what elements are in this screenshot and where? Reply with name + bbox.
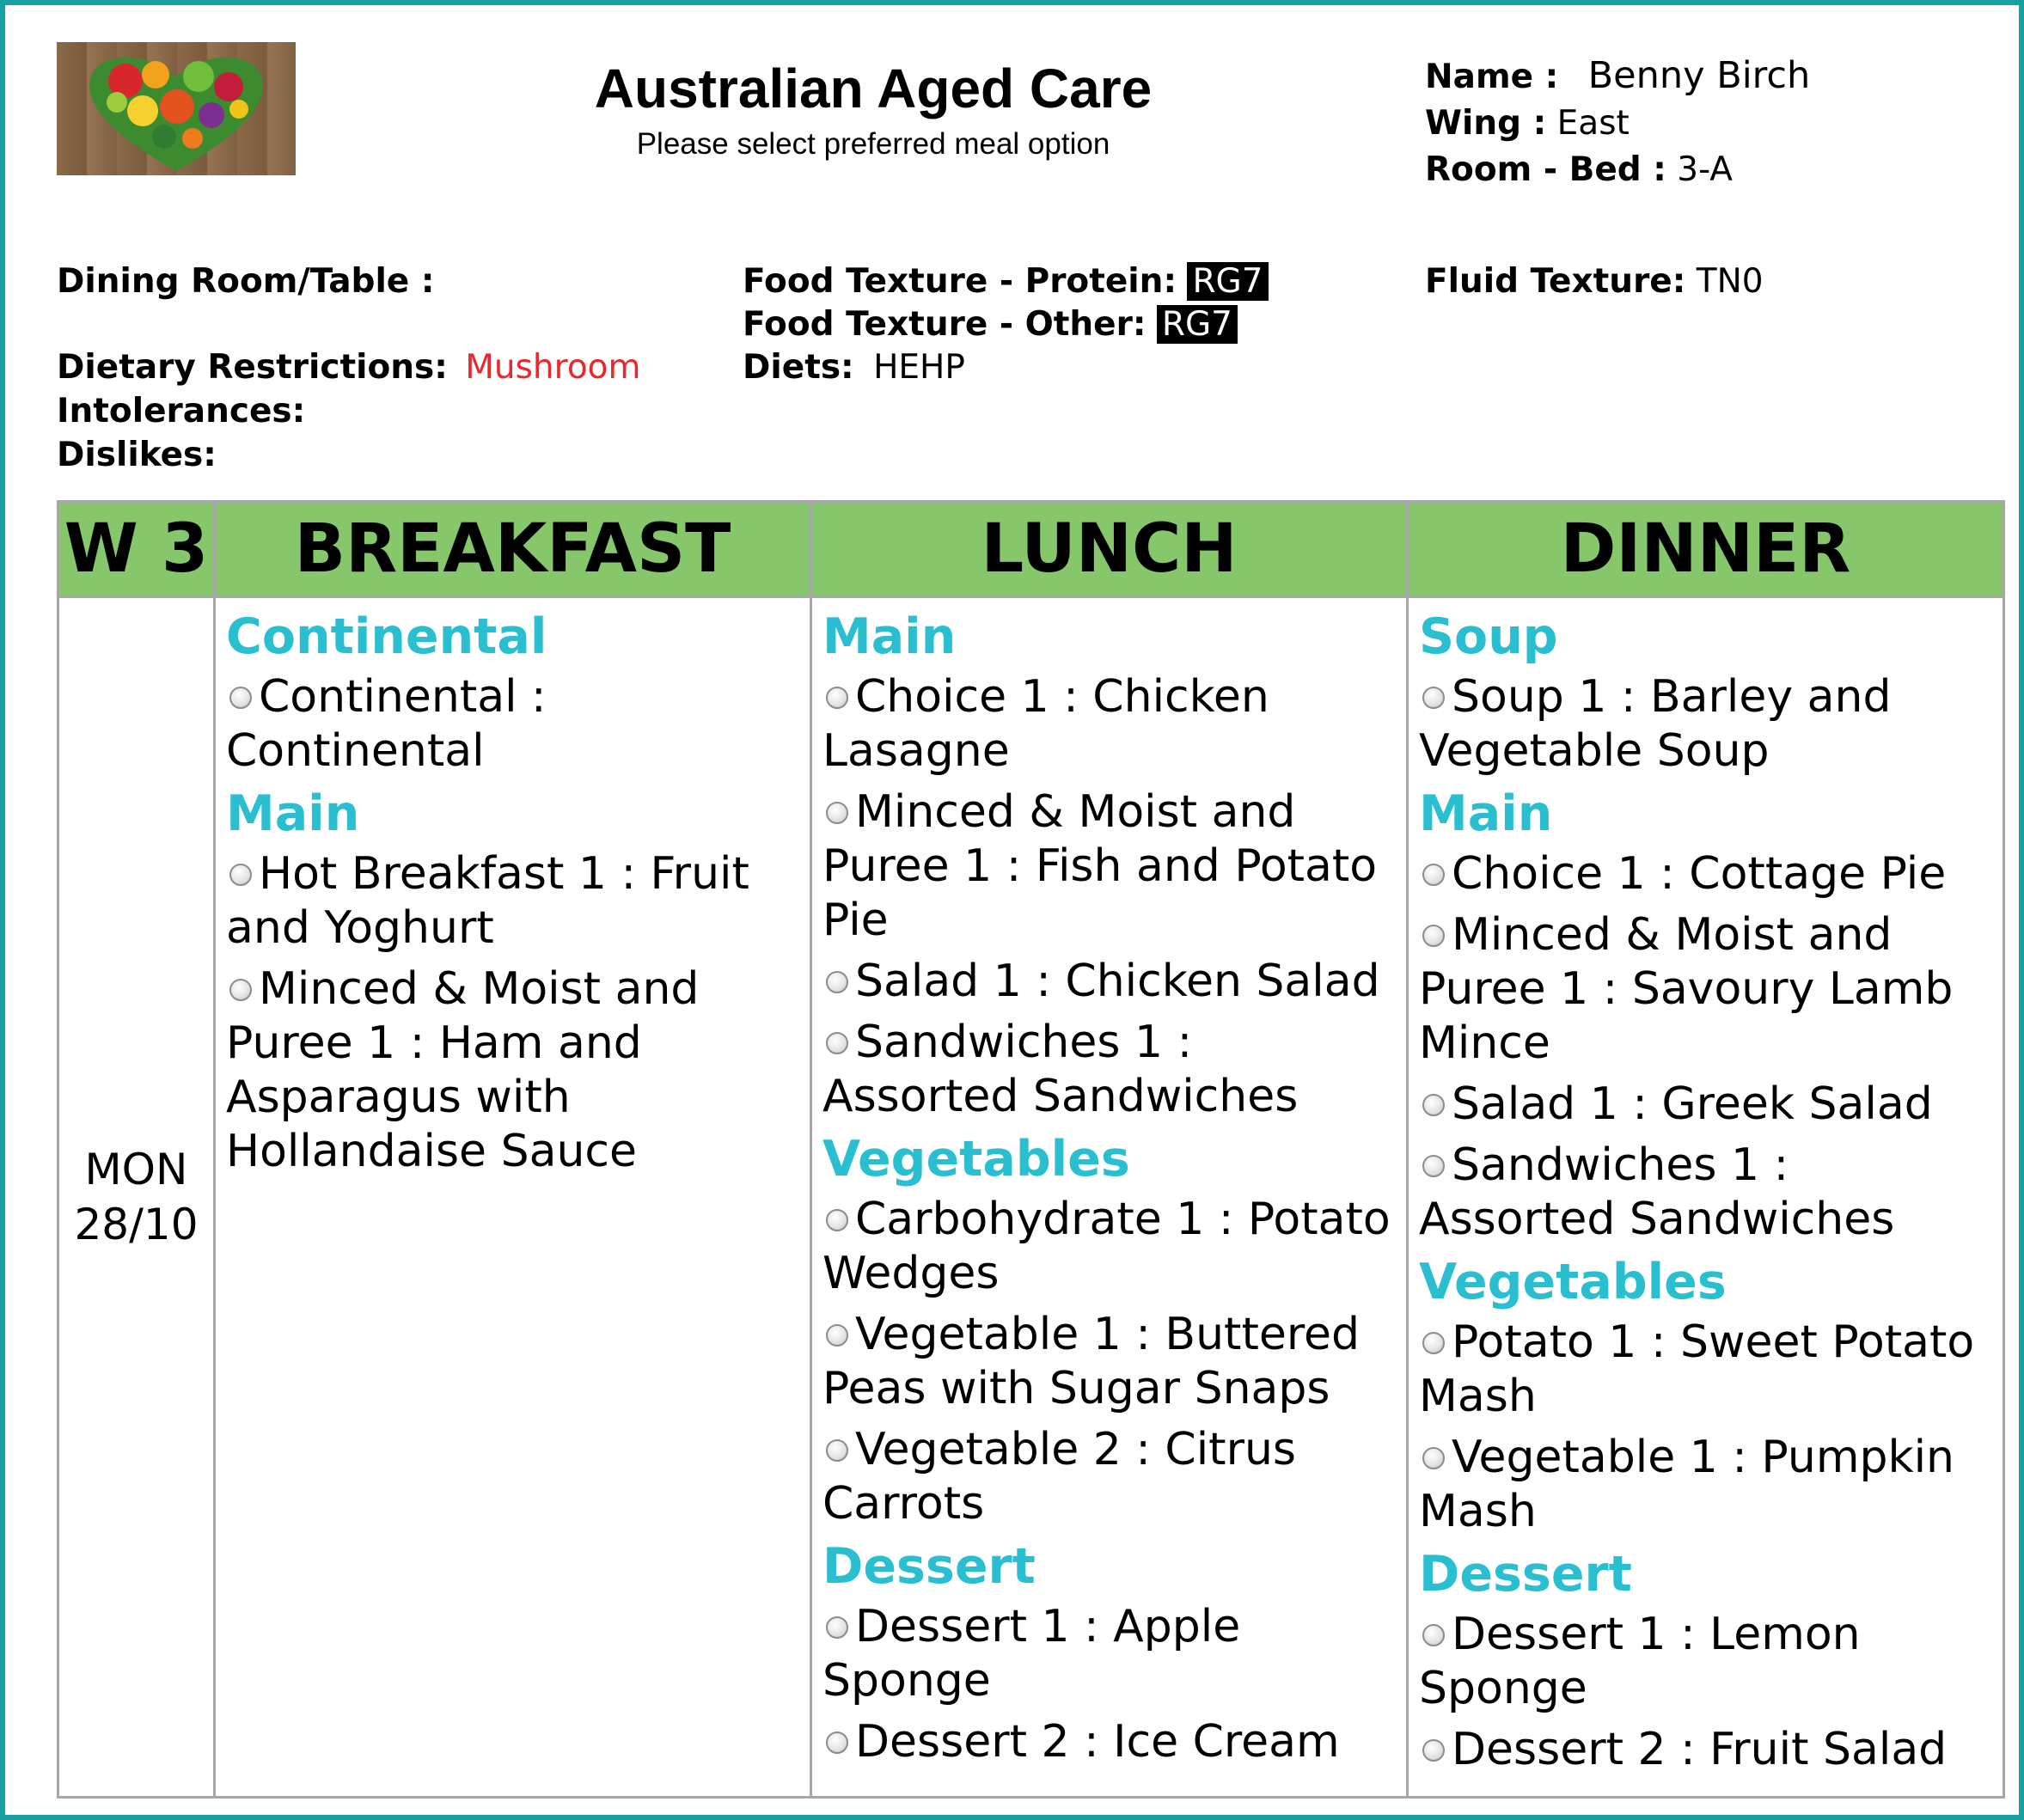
meal-header-row bbox=[58, 502, 2004, 597]
radio-button-icon[interactable] bbox=[1422, 1624, 1445, 1646]
fluid-texture-value: TN0 bbox=[1696, 262, 1764, 301]
other-texture-row bbox=[743, 302, 1238, 347]
breakfast-meal-option[interactable] bbox=[226, 847, 801, 956]
meal-option-label: Carbohydrate 1 : Potato Wedges bbox=[822, 1194, 1391, 1299]
radio-button-icon[interactable] bbox=[826, 1616, 848, 1639]
meal-option-label: Vegetable 1 : Pumpkin Mash bbox=[1419, 1432, 1954, 1537]
dinner-meal-option[interactable] bbox=[1419, 1431, 1994, 1539]
meal-option-label: Dessert 2 : Ice Cream bbox=[855, 1716, 1340, 1768]
radio-button-icon[interactable] bbox=[1422, 1094, 1445, 1116]
room-label: Room - Bed : bbox=[1425, 150, 1666, 189]
dinner-meal-option[interactable] bbox=[1419, 1723, 1994, 1777]
other-texture-label: Food Texture - Other: bbox=[743, 305, 1147, 344]
wing-label: Wing : bbox=[1425, 104, 1547, 143]
radio-button-icon[interactable] bbox=[229, 687, 252, 709]
dining-label: Dining Room/Table : bbox=[57, 262, 435, 301]
meal-option-label: Dessert 2 : Fruit Salad bbox=[1452, 1724, 1948, 1775]
radio-button-icon[interactable] bbox=[826, 971, 848, 993]
lunch-header: LUNCH bbox=[811, 502, 1408, 597]
breakfast-options bbox=[226, 608, 801, 1179]
lunch-category-heading: Dessert bbox=[822, 1538, 1036, 1595]
radio-button-icon[interactable] bbox=[1422, 1155, 1445, 1177]
breakfast-meal-option[interactable] bbox=[226, 670, 801, 779]
dinner-category-heading: Soup bbox=[1419, 608, 1558, 665]
restrictions-row bbox=[57, 345, 641, 390]
dinner-category-heading: Main bbox=[1419, 785, 1553, 842]
radio-button-icon[interactable] bbox=[826, 1209, 848, 1231]
meal-option-label: Salad 1 : Greek Salad bbox=[1452, 1078, 1933, 1130]
breakfast-column bbox=[215, 597, 811, 1798]
radio-button-icon[interactable] bbox=[1422, 925, 1445, 947]
lunch-meal-option[interactable] bbox=[822, 1193, 1397, 1301]
day-cell bbox=[58, 597, 215, 1798]
radio-button-icon[interactable] bbox=[229, 979, 252, 1001]
lunch-meal-option[interactable] bbox=[822, 1016, 1397, 1124]
radio-button-icon[interactable] bbox=[826, 687, 848, 709]
dinner-header: DINNER bbox=[1408, 502, 2004, 597]
radio-button-icon[interactable] bbox=[826, 1731, 848, 1754]
dinner-meal-option[interactable] bbox=[1419, 1078, 1994, 1132]
dinner-meal-option[interactable] bbox=[1419, 908, 1994, 1071]
radio-button-icon[interactable] bbox=[1422, 864, 1445, 886]
radio-button-icon[interactable] bbox=[826, 1032, 848, 1054]
radio-button-icon[interactable] bbox=[1422, 1739, 1445, 1762]
other-texture-value: RG7 bbox=[1157, 305, 1238, 344]
dining-row bbox=[57, 260, 434, 304]
meal-option-label: Potato 1 : Sweet Potato Mash bbox=[1419, 1316, 1975, 1422]
radio-button-icon[interactable] bbox=[826, 1324, 848, 1347]
day-name: MON bbox=[84, 1145, 188, 1194]
lunch-meal-option[interactable] bbox=[822, 955, 1397, 1009]
intolerances-label: Intolerances: bbox=[57, 392, 306, 431]
resident-room-row bbox=[1425, 148, 1733, 192]
lunch-meal-option[interactable] bbox=[822, 1308, 1397, 1416]
meal-menu-table bbox=[57, 500, 2005, 1799]
fluid-texture-label: Fluid Texture: bbox=[1425, 262, 1686, 301]
vegetable-heart-logo-icon bbox=[57, 42, 296, 175]
resident-room: 3-A bbox=[1677, 150, 1733, 189]
resident-name: Benny Birch bbox=[1587, 54, 1811, 97]
radio-button-icon[interactable] bbox=[1422, 687, 1445, 709]
radio-button-icon[interactable] bbox=[1422, 1332, 1445, 1354]
radio-button-icon[interactable] bbox=[1422, 1447, 1445, 1469]
meal-option-label: Hot Breakfast 1 : Fruit and Yoghurt bbox=[226, 848, 749, 954]
lunch-options bbox=[822, 608, 1397, 1769]
dinner-meal-option[interactable] bbox=[1419, 1316, 1994, 1424]
intolerances-row bbox=[57, 389, 305, 434]
page-title: Australian Aged Care bbox=[594, 58, 1153, 119]
meal-option-label: Continental : Continental bbox=[226, 671, 547, 777]
dinner-category-heading: Dessert bbox=[1419, 1546, 1632, 1603]
diets-label: Diets: bbox=[743, 348, 854, 387]
lunch-meal-option[interactable] bbox=[822, 1423, 1397, 1531]
lunch-category-heading: Vegetables bbox=[822, 1131, 1130, 1188]
meal-option-label: Choice 1 : Chicken Lasagne bbox=[822, 671, 1269, 777]
resident-wing: East bbox=[1556, 104, 1630, 143]
lunch-column bbox=[811, 597, 1408, 1798]
resident-name-row bbox=[1425, 53, 1810, 100]
day-date: 28/10 bbox=[74, 1200, 199, 1249]
name-label: Name : bbox=[1425, 58, 1559, 96]
meal-option-label: Dessert 1 : Apple Sponge bbox=[822, 1601, 1241, 1707]
protein-texture-label: Food Texture - Protein: bbox=[743, 262, 1177, 301]
day-row bbox=[58, 597, 2004, 1798]
meal-option-label: Vegetable 1 : Buttered Peas with Sugar Snaps bbox=[822, 1309, 1361, 1414]
dislikes-label: Dislikes: bbox=[57, 436, 217, 474]
meal-option-label: Choice 1 : Cottage Pie bbox=[1452, 848, 1947, 900]
meal-option-label: Minced & Moist and Puree 1 : Ham and Asparagus with Hollandaise Sauce bbox=[226, 963, 700, 1177]
lunch-category-heading: Main bbox=[822, 608, 957, 665]
meal-option-label: Salad 1 : Chicken Salad bbox=[855, 956, 1380, 1007]
lunch-meal-option[interactable] bbox=[822, 785, 1397, 948]
meal-option-label: Sandwiches 1 : Assorted Sandwiches bbox=[1419, 1139, 1895, 1245]
breakfast-meal-option[interactable] bbox=[226, 962, 801, 1179]
breakfast-category-heading: Continental bbox=[226, 608, 547, 665]
protein-texture-row bbox=[743, 260, 1269, 304]
week-label: W 3 bbox=[58, 502, 215, 597]
meal-option-label: Minced & Moist and Puree 1 : Fish and Potato Pie bbox=[822, 786, 1378, 946]
dinner-options bbox=[1419, 608, 1994, 1777]
dinner-meal-option[interactable] bbox=[1419, 847, 1994, 901]
restrictions-label: Dietary Restrictions: bbox=[57, 348, 448, 387]
diets-row bbox=[743, 345, 965, 390]
radio-button-icon[interactable] bbox=[826, 802, 848, 824]
dinner-meal-option[interactable] bbox=[1419, 1608, 1994, 1716]
meal-option-label: Soup 1 : Barley and Vegetable Soup bbox=[1419, 671, 1892, 777]
meal-option-label: Vegetable 2 : Citrus Carrots bbox=[822, 1424, 1296, 1530]
dinner-column bbox=[1408, 597, 2004, 1798]
fluid-texture-row bbox=[1425, 260, 1764, 304]
radio-button-icon[interactable] bbox=[229, 864, 252, 886]
lunch-meal-option[interactable] bbox=[822, 1600, 1397, 1708]
dislikes-row bbox=[57, 433, 217, 478]
meal-option-label: Dessert 1 : Lemon Sponge bbox=[1419, 1609, 1861, 1714]
page-subtitle: Please select preferred meal option bbox=[636, 127, 1110, 161]
dinner-meal-option[interactable] bbox=[1419, 1139, 1994, 1247]
breakfast-category-heading: Main bbox=[226, 785, 360, 842]
dinner-category-heading: Vegetables bbox=[1419, 1254, 1727, 1310]
dinner-meal-option[interactable] bbox=[1419, 670, 1994, 779]
lunch-meal-option[interactable] bbox=[822, 670, 1397, 779]
protein-texture-value: RG7 bbox=[1187, 262, 1268, 301]
meal-option-label: Minced & Moist and Puree 1 : Savoury Lamb Mince bbox=[1419, 909, 1954, 1069]
breakfast-header: BREAKFAST bbox=[215, 502, 811, 597]
diets-value: HEHP bbox=[873, 348, 965, 387]
resident-wing-row bbox=[1425, 101, 1630, 146]
meal-option-label: Sandwiches 1 : Assorted Sandwiches bbox=[822, 1017, 1299, 1122]
restrictions-value: Mushroom bbox=[465, 348, 641, 387]
lunch-meal-option[interactable] bbox=[822, 1715, 1397, 1769]
radio-button-icon[interactable] bbox=[826, 1439, 848, 1462]
